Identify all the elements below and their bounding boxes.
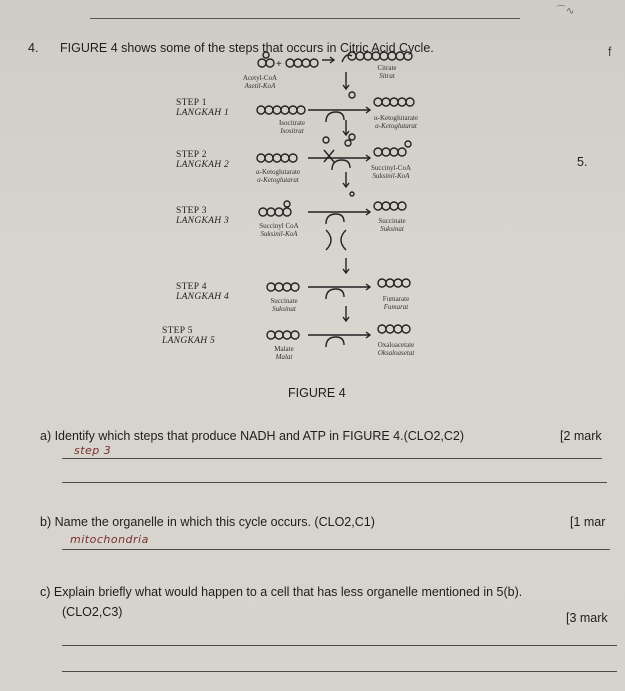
step-4-in: Succinate Suksinat bbox=[270, 297, 298, 313]
svg-text:+: + bbox=[276, 59, 282, 70]
part-c-marks: [3 mark bbox=[566, 611, 608, 625]
answer-line-a1 bbox=[62, 458, 602, 459]
step-4-label: STEP 4 LANGKAH 4 bbox=[176, 282, 230, 302]
answer-line-c1 bbox=[62, 645, 617, 646]
step-3-in: Succinyl CoA Suksinil-KoA bbox=[259, 222, 299, 238]
acetyl-coa-label: Acetyl-CoA Asetil-KoA bbox=[242, 74, 278, 90]
corner-mark: f bbox=[608, 45, 612, 59]
part-c-question: c) Explain briefly what would happen to a cell that has less organelle mentioned in 5(b). bbox=[40, 585, 523, 599]
part-b-answer: mitochondria bbox=[70, 533, 149, 546]
step-4-out: Fumarate Fumarat bbox=[382, 295, 410, 311]
question-number: 4. bbox=[28, 41, 39, 55]
top-scribble: ⌒∿ bbox=[556, 6, 575, 17]
answer-line-a2 bbox=[62, 482, 607, 483]
step-5-out: Oxaloacetate Oksaloasetat bbox=[377, 341, 415, 357]
step-2-label: STEP 2 LANGKAH 2 bbox=[176, 150, 230, 170]
step-5-in: Malate Malat bbox=[274, 345, 294, 361]
citrate-label: Citrate Sitrat bbox=[377, 64, 397, 80]
step-2-out: Succinyl-CoA Suksinil-KoA bbox=[370, 164, 412, 180]
answer-line-b bbox=[62, 549, 610, 550]
part-b-question: b) Name the organelle in which this cycle occurs. (CLO2,C1) bbox=[40, 515, 375, 529]
part-c-clo: (CLO2,C3) bbox=[62, 605, 123, 619]
step-2-in: α-Ketoglutarate α-Ketoglutarat bbox=[255, 168, 301, 184]
step-3-label: STEP 3 LANGKAH 3 bbox=[176, 206, 230, 226]
part-a-marks: [2 mark bbox=[560, 429, 602, 443]
part-b-marks: [1 mar bbox=[570, 515, 606, 529]
step-1-label: STEP 1 LANGKAH 1 bbox=[176, 98, 230, 118]
figure-caption: FIGURE 4 bbox=[288, 386, 346, 400]
step-1-out: α-Ketoglutarate α-Ketoglutarat bbox=[373, 114, 419, 130]
step-1-in: Isocitrate Isositrat bbox=[278, 119, 306, 135]
step-5-label: STEP 5 LANGKAH 5 bbox=[162, 326, 216, 346]
answer-line-c2 bbox=[62, 671, 617, 672]
part-a-question: a) Identify which steps that produce NADH and ATP in FIGURE 4.(CLO2,C2) bbox=[40, 429, 465, 443]
question-intro: FIGURE 4 shows some of the steps that occurs in Citric Acid Cycle. bbox=[60, 41, 434, 55]
part-a-answer: step 3 bbox=[74, 444, 112, 457]
side-number: 5. bbox=[577, 155, 588, 169]
step-3-out: Succinate Suksinat bbox=[378, 217, 406, 233]
